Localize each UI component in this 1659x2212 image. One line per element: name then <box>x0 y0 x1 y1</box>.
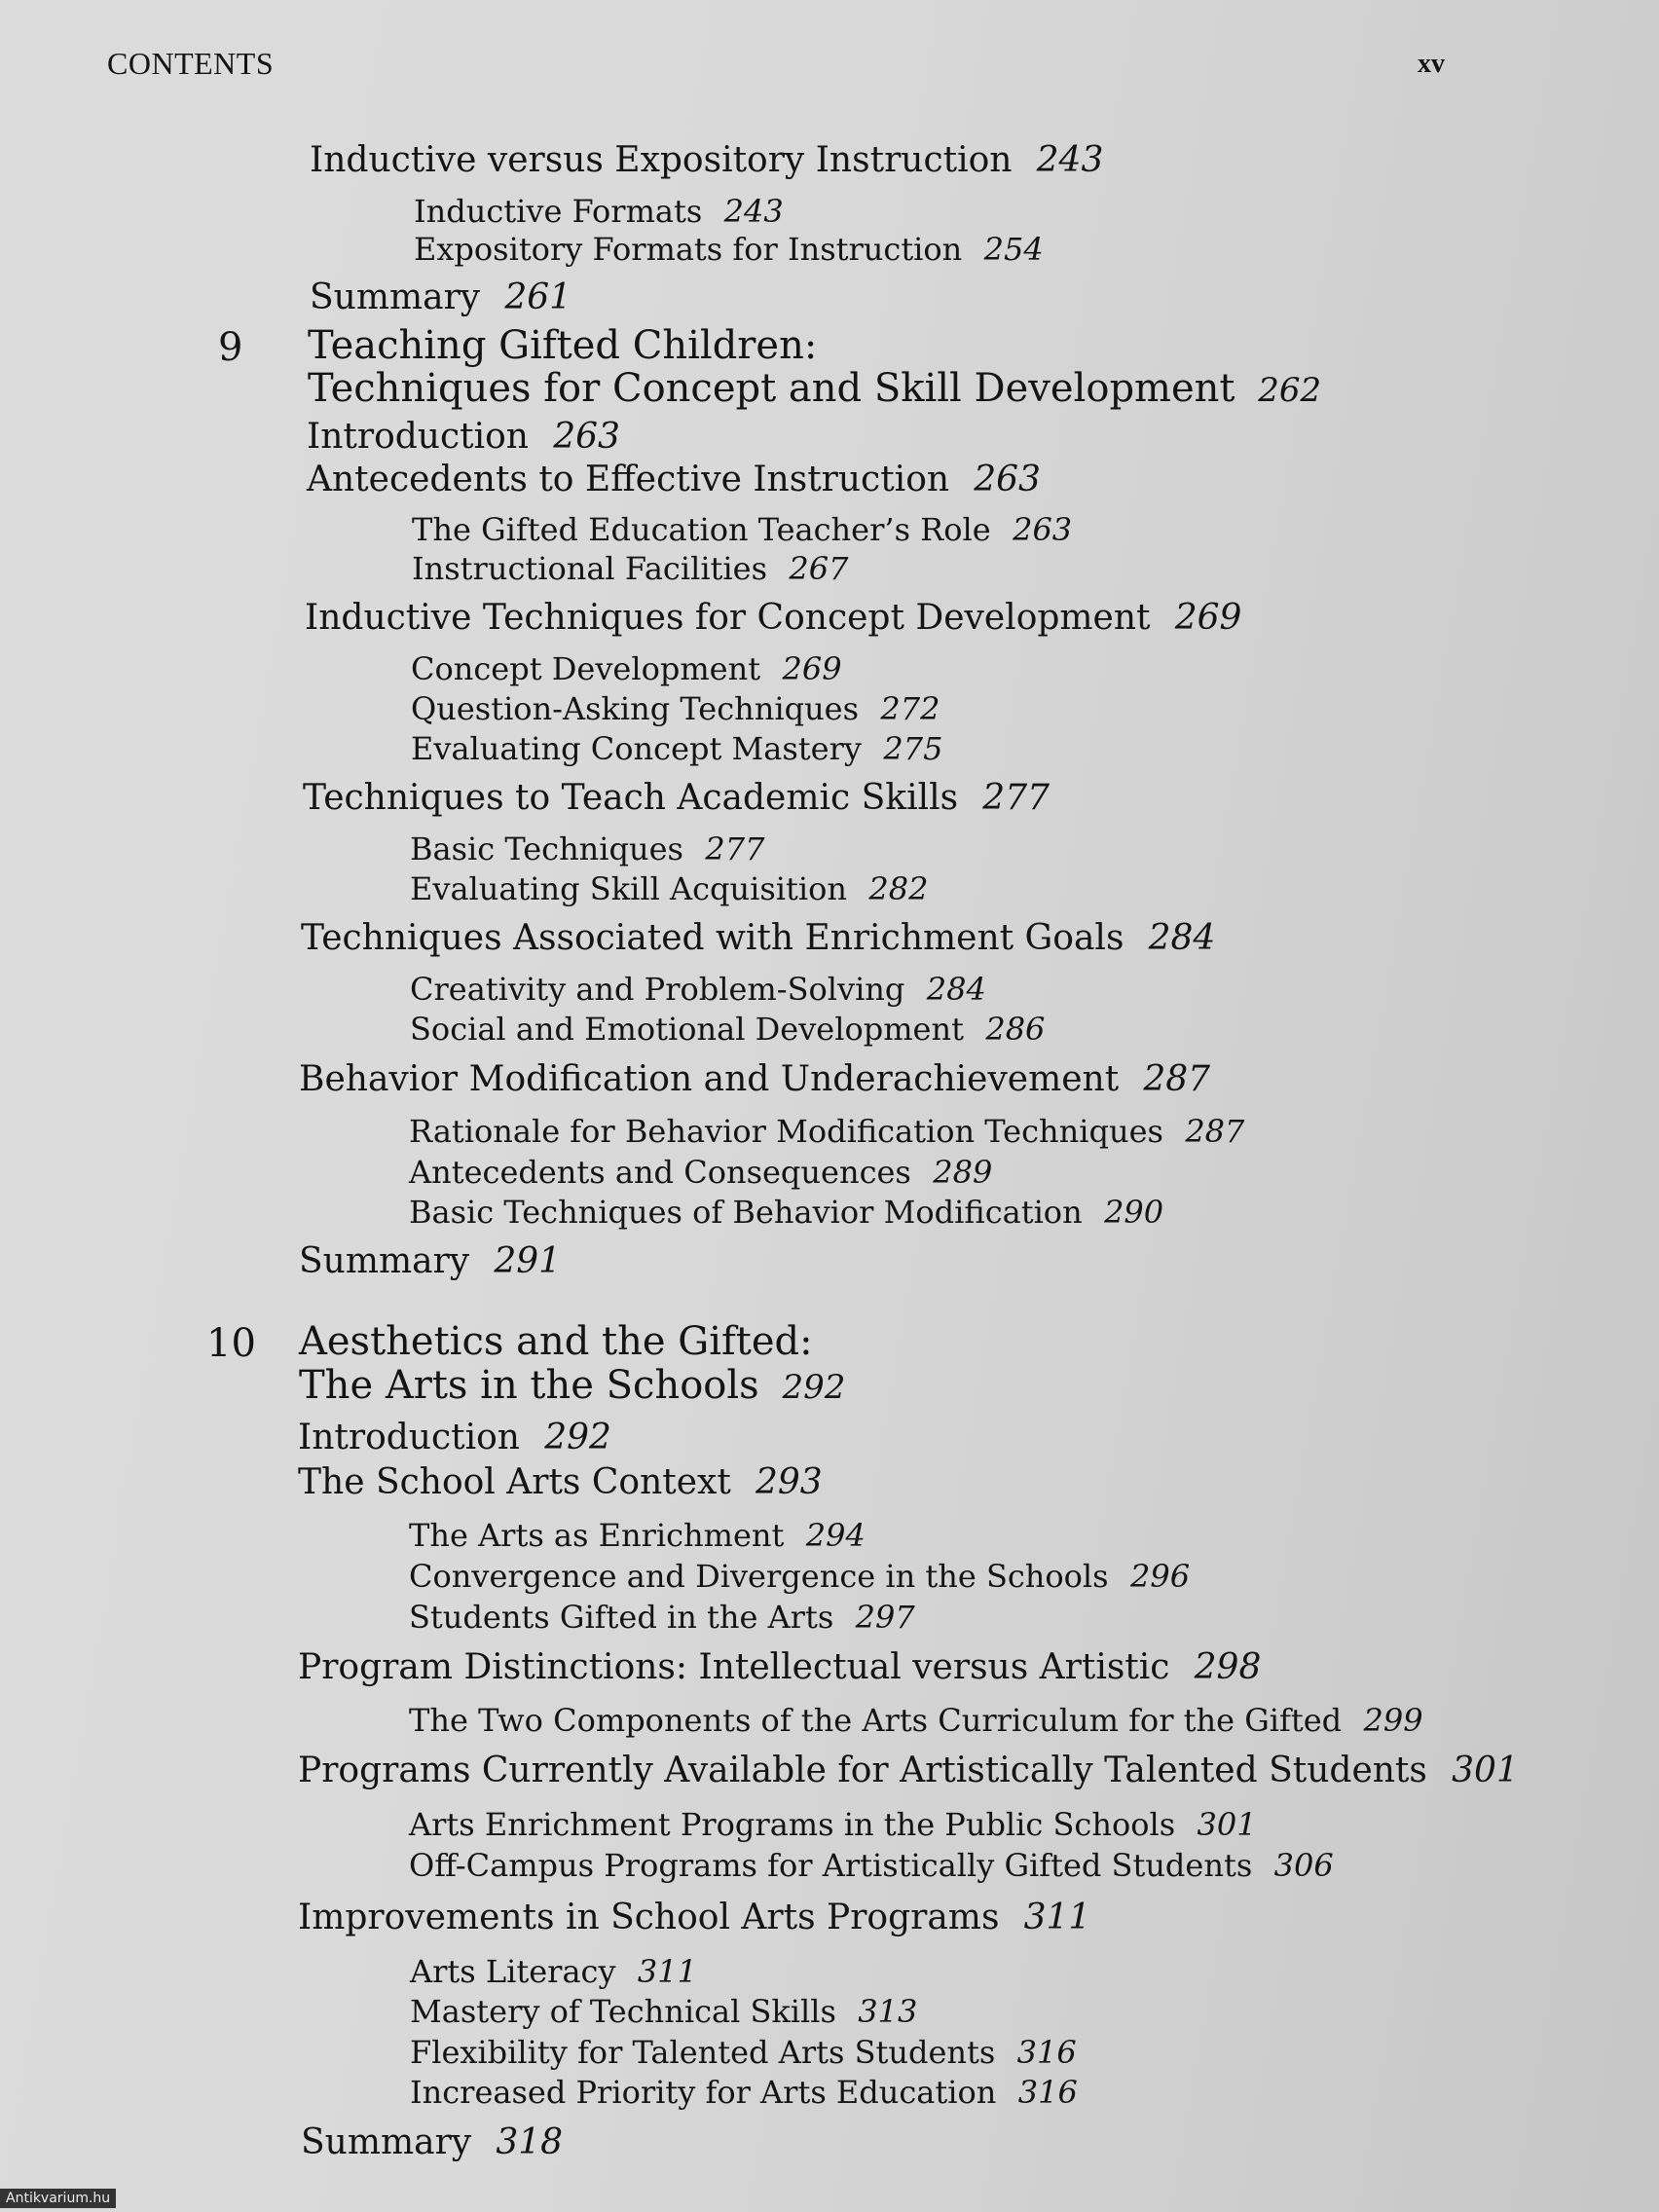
toc-subentry <box>410 2034 1077 2071</box>
toc-entry-title: Antecedents to Effective Instruction <box>307 460 950 499</box>
toc-entry-page: 269 <box>782 650 842 687</box>
toc-entry-page: 291 <box>494 1241 562 1281</box>
toc-subentry <box>411 730 942 767</box>
toc-entry-title: Techniques to Teach Academic Skills <box>303 778 959 818</box>
toc-entry-page: 286 <box>985 1011 1046 1048</box>
toc-entry-title: Antecedents and Consequences <box>409 1154 911 1191</box>
toc-entry-page: 269 <box>1174 598 1242 638</box>
toc-entry-title: Expository Formats for Instruction <box>414 231 963 268</box>
toc-entry-page: 301 <box>1452 1751 1519 1790</box>
toc-entry-title: Inductive Formats <box>414 193 703 230</box>
toc-entry <box>307 417 620 457</box>
toc-subentry <box>409 1847 1334 1884</box>
toc-subentry <box>410 1953 697 1990</box>
toc-entry-title: Arts Literacy <box>410 1953 616 1990</box>
toc-entry-page: 287 <box>1185 1113 1245 1150</box>
toc-subentry <box>409 1558 1190 1595</box>
chapter-title <box>299 1363 845 1408</box>
toc-entry <box>298 1462 823 1502</box>
toc-entry-title: Question-Asking Techniques <box>411 690 860 727</box>
toc-subentry <box>409 1154 992 1191</box>
page-number: xv <box>1418 49 1445 79</box>
toc-entry-title: Evaluating Concept Mastery <box>411 730 862 767</box>
toc-entry-page: 263 <box>974 460 1041 499</box>
toc-entry-page: 277 <box>705 830 765 867</box>
toc-entry-page: 284 <box>926 971 986 1008</box>
toc-entry-page: 267 <box>789 550 849 587</box>
toc-entry-page: 289 <box>933 1154 993 1191</box>
toc-entry-page: 275 <box>883 730 943 767</box>
toc-entry <box>301 2122 563 2162</box>
chapter-title: Aesthetics and the Gifted: <box>299 1319 813 1364</box>
toc-entry-page: 316 <box>1016 2034 1077 2071</box>
toc-entry-page: 263 <box>1013 511 1073 548</box>
toc-entry <box>310 140 1103 180</box>
toc-entry-title: Students Gifted in the Arts <box>409 1599 834 1636</box>
toc-subentry <box>409 1806 1257 1843</box>
toc-entry-page: 263 <box>553 417 620 457</box>
toc-subentry <box>409 1517 866 1554</box>
toc-entry <box>298 1418 611 1457</box>
toc-subentry <box>412 550 848 587</box>
toc-entry-title: Rationale for Behavior Modification Techniques <box>409 1113 1163 1150</box>
toc-subentry <box>414 193 784 230</box>
toc-entry-title: Convergence and Divergence in the Schools <box>409 1558 1109 1595</box>
toc-entry-title: Social and Emotional Development <box>410 1011 964 1048</box>
toc-entry-page: 296 <box>1129 1558 1191 1595</box>
chapter-number: 9 <box>218 325 243 370</box>
toc-entry-title: Evaluating Skill Acquisition <box>410 870 847 907</box>
toc-entry-page: 294 <box>805 1517 866 1554</box>
toc-entry-title: The Arts in the Schools <box>299 1363 759 1408</box>
toc-entry-page: 311 <box>1023 1898 1091 1937</box>
toc-subentry <box>409 1702 1423 1739</box>
toc-entry-page: 292 <box>544 1418 611 1457</box>
chapter-title: Teaching Gifted Children: <box>308 323 818 368</box>
toc-subentry <box>409 1113 1244 1150</box>
toc-entry-title: The Two Components of the Arts Curriculum for the Gifted <box>409 1702 1343 1739</box>
toc-entry-page: 284 <box>1148 918 1216 958</box>
toc-entry-page: 298 <box>1194 1647 1262 1687</box>
toc-entry-title: Summary <box>310 277 481 317</box>
toc-entry-title: Introduction <box>307 417 529 457</box>
running-header: CONTENTS <box>107 46 275 81</box>
toc-entry-title: Mastery of Technical Skills <box>410 1993 836 2030</box>
toc-subentry <box>411 690 940 727</box>
toc-entry-page: 277 <box>982 778 1051 818</box>
toc-entry-title: Improvements in School Arts Programs <box>298 1898 1000 1937</box>
toc-entry-title: Off-Campus Programs for Artistically Gifted Students <box>409 1847 1253 1884</box>
toc-entry-title: The Arts as Enrichment <box>409 1517 785 1554</box>
toc-entry-page: 282 <box>868 870 929 907</box>
toc-entry-title: The Gifted Education Teacher’s Role <box>412 511 991 548</box>
toc-subentry <box>410 1011 1045 1048</box>
toc-entry <box>305 598 1241 638</box>
toc-entry <box>303 778 1050 818</box>
toc-entry <box>310 277 571 317</box>
toc-subentry <box>409 1599 915 1636</box>
toc-entry-page: 243 <box>1036 140 1104 180</box>
toc-subentry <box>410 971 986 1008</box>
toc-subentry <box>414 231 1044 268</box>
toc-entry-title: Creativity and Problem-Solving <box>410 971 905 1008</box>
toc-entry <box>298 1898 1090 1937</box>
toc-subentry <box>412 511 1072 548</box>
toc-entry-page: 272 <box>880 690 940 727</box>
toc-entry-page: 299 <box>1363 1702 1423 1739</box>
toc-entry-page: 306 <box>1273 1847 1334 1884</box>
toc-entry-title: Concept Development <box>411 650 761 687</box>
toc-entry-title: Flexibility for Talented Arts Students <box>410 2034 996 2071</box>
toc-entry-page: 297 <box>855 1599 915 1636</box>
toc-entry-page: 243 <box>723 193 784 230</box>
toc-entry-page: 262 <box>1258 371 1322 410</box>
toc-entry-title: Techniques Associated with Enrichment Goals <box>301 918 1124 958</box>
toc-entry-title: Increased Priority for Arts Education <box>410 2074 997 2111</box>
toc-entry-page: 301 <box>1197 1806 1257 1843</box>
toc-entry-page: 254 <box>983 231 1044 268</box>
toc-entry <box>299 1059 1210 1099</box>
watermark: Antikvarium.hu <box>0 2189 116 2208</box>
toc-entry-page: 316 <box>1017 2074 1078 2111</box>
toc-entry-page: 290 <box>1104 1194 1164 1231</box>
toc-entry-title: Arts Enrichment Programs in the Public Schools <box>409 1806 1176 1843</box>
toc-subentry <box>409 1194 1163 1231</box>
toc-entry-page: 292 <box>782 1368 846 1407</box>
toc-entry <box>307 460 1041 499</box>
toc-entry-title: Summary <box>301 2122 472 2162</box>
toc-entry <box>298 1647 1261 1687</box>
chapter-title <box>308 366 1321 411</box>
toc-entry <box>301 918 1215 958</box>
toc-subentry <box>410 830 764 867</box>
toc-entry-title: Basic Techniques of Behavior Modification <box>409 1194 1083 1231</box>
toc-entry-title: Behavior Modification and Underachievement <box>299 1059 1120 1099</box>
toc-entry-page: 261 <box>504 277 572 317</box>
toc-entry-title: Instructional Facilities <box>412 550 767 587</box>
toc-entry-title: Basic Techniques <box>410 830 683 867</box>
toc-entry-page: 318 <box>496 2122 564 2162</box>
toc-entry-title: The School Arts Context <box>298 1462 731 1502</box>
toc-entry-title: Summary <box>299 1241 470 1281</box>
toc-entry <box>299 1241 561 1281</box>
toc-entry-title: Introduction <box>298 1418 520 1457</box>
toc-entry-page: 287 <box>1143 1059 1211 1099</box>
toc-entry-page: 293 <box>755 1462 823 1502</box>
toc-subentry <box>410 870 928 907</box>
toc-subentry <box>411 650 842 687</box>
toc-entry-title: Techniques for Concept and Skill Development <box>308 366 1235 411</box>
toc-entry-page: 313 <box>858 1993 918 2030</box>
toc-subentry <box>410 2074 1078 2111</box>
toc-entry-title: Program Distinctions: Intellectual versus Artistic <box>298 1647 1170 1687</box>
toc-entry-title: Inductive Techniques for Concept Development <box>305 598 1151 638</box>
toc-subentry <box>410 1993 917 2030</box>
chapter-number: 10 <box>206 1321 256 1366</box>
toc-entry-title: Inductive versus Expository Instruction <box>310 140 1013 180</box>
toc-entry <box>298 1751 1519 1790</box>
toc-entry-page: 311 <box>637 1953 697 1990</box>
toc-entry-title: Programs Currently Available for Artistically Talented Students <box>298 1751 1427 1790</box>
